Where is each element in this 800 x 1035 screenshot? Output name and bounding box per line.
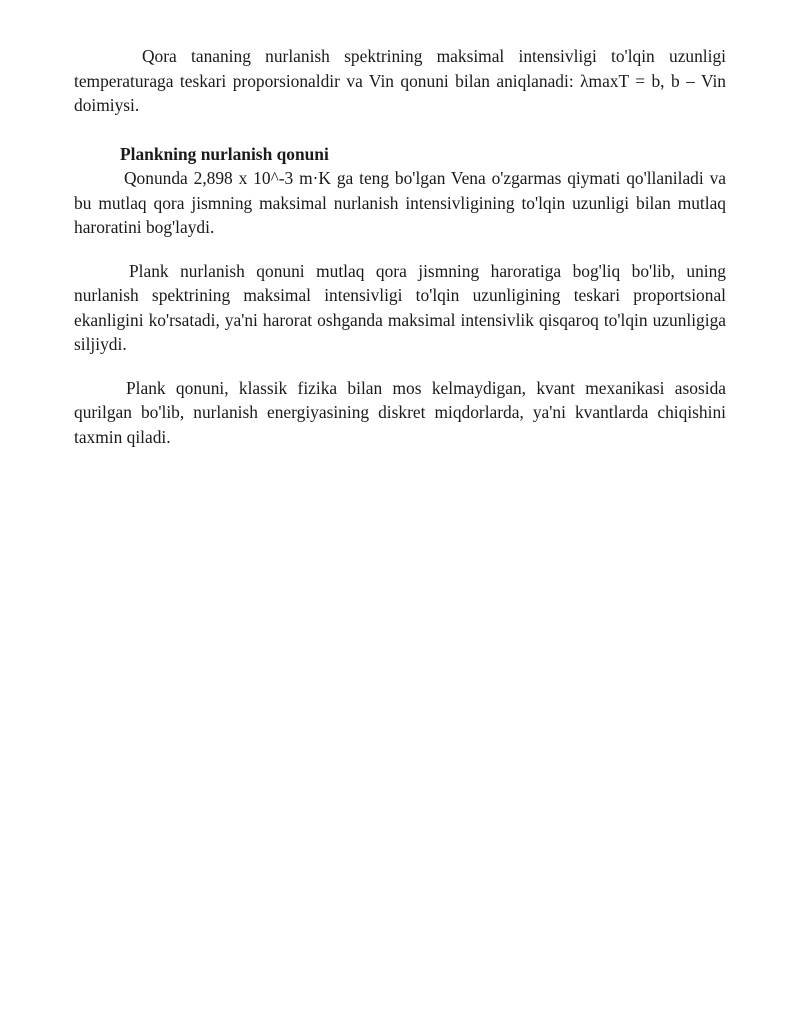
paragraph-planck-law: Plank nurlanish qonuni mutlaq qora jismning haroratiga bog'liq bo'lib, uning nurlanish spektrining maksimal intensivligi to'lqin uzunligining teskari proportsional ekanligini ko'rsatadi, ya'ni harorat oshganda maksimal intensivlik qisqaroq to'lqin uzunligiga siljiydi. bbox=[74, 260, 726, 354]
paragraph-wien-constant: Qonunda 2,898 x 10^-3 m·K ga teng bo'lgan Vena o'zgarmas qiymati qo'llaniladi va bu mutlaq qora jismning maksimal nurlanish intensivligining to'lqin uzunligi bilan mutlaq haroratini bog'laydi. bbox=[74, 168, 726, 237]
paragraph-quantum: Plank qonuni, klassik fizika bilan mos kelmaydigan, kvant mexanikasi asosida qurilgan bo'lib, nurlanish energiyasining diskret miqdorlarda, ya'ni kvantlarda chiqishini taxmin qiladi. bbox=[74, 377, 726, 447]
paragraph-wien-law: Qora tananing nurlanish spektrining maksimal intensivligi to'lqin uzunligi temperaturaga teskari proporsionaldir va Vin qonuni bilan aniqlanadi: λmaxT = b, b – Vin doimiysi. bbox=[74, 46, 726, 115]
document-page bbox=[74, 44, 726, 449]
section-heading: Plankning nurlanish qonuni bbox=[120, 143, 329, 164]
